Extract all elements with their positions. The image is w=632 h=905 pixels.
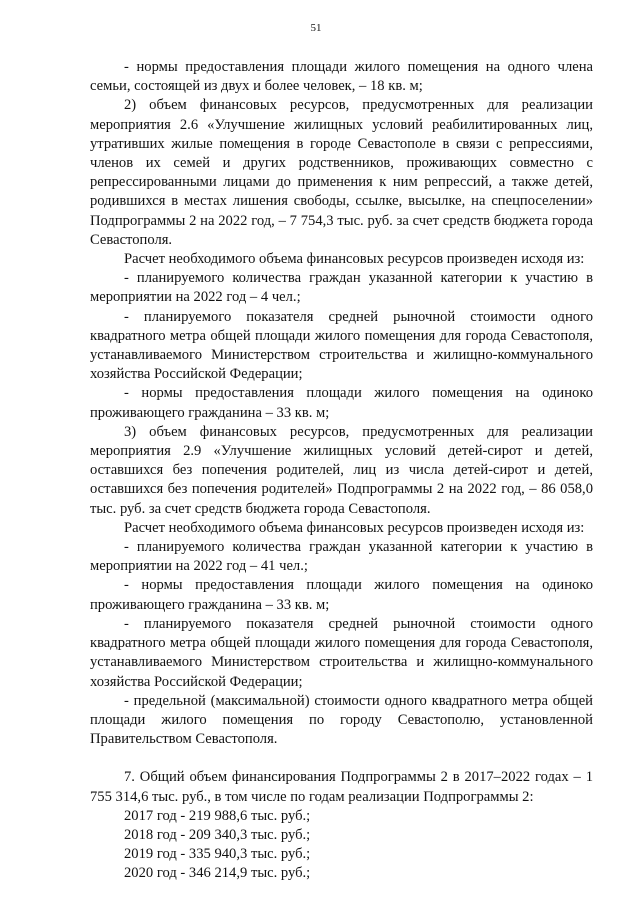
paragraph: - планируемого показателя средней рыночной стоимости одного квадратного метра общей площади жилого помещения для города Севастополя, устанавливаемого Министерством строительства и жилищно-коммунального хозяйства Российской Федерации; [90,308,593,383]
funding-year-line: 2017 год - 219 988,6 тыс. руб.; [124,807,311,824]
paragraph: 3) объем финансовых ресурсов, предусмотренных для реализации мероприятия 2.9 «Улучшение жилищных условий детей-сирот и детей, оставшихся без попечения родителей, лиц из числа детей-сирот и детей, оставшихся без попечения родителей» Подпрограммы 2 на 2022 год, – 86 058,0 тыс. руб. за счет средств бюджета города Севастополя. [90,423,593,517]
paragraph: - планируемого показателя средней рыночной стоимости одного квадратного метра общей площади жилого помещения для города Севастополя, устанавливаемого Министерством строительства и жилищно-коммунального хозяйства Российской Федерации; [90,615,593,690]
paragraph: - предельной (максимальной) стоимости одного квадратного метра общей площади жилого помещения по городу Севастополю, установленной Правительством Севастополя. [90,692,593,748]
paragraph: 2) объем финансовых ресурсов, предусмотренных для реализации мероприятия 2.6 «Улучшение жилищных условий реабилитированных лиц, утративших жилые помещения в городе Севастополе в связи с репрессиями, членов их семей и других родственников, проживающих совместно с репрессированными лицами до применения к ним репрессий, а также детей, родившихся в местах лишения свободы, ссылке, высылке, на спецпоселении» Подпрограммы 2 на 2022 год, – 7 754,3 тыс. руб. за счет средств бюджета города Севастополя. [90,97,593,248]
paragraph: - нормы предоставления площади жилого помещения на одиноко проживающего гражданина – 33 кв. м; [90,385,593,421]
paragraph: Расчет необходимого объема финансовых ресурсов произведен исходя из: [124,519,585,536]
paragraph: - нормы предоставления площади жилого помещения на одного члена семьи, состоящей из двух и более человек, – 18 кв. м; [90,59,593,95]
paragraph: - планируемого количества граждан указанной категории к участию в мероприятии на 2022 год – 4 чел.; [90,270,593,306]
document-body [90,58,593,884]
paragraph: - планируемого количества граждан указанной категории к участию в мероприятии на 2022 год – 41 чел.; [90,539,593,575]
paragraph-spacer [90,749,593,768]
funding-year-line: 2018 год - 209 340,3 тыс. руб.; [124,826,311,843]
funding-year-line: 2019 год - 335 940,3 тыс. руб.; [124,846,311,863]
paragraph: Расчет необходимого объема финансовых ресурсов произведен исходя из: [124,251,585,268]
funding-year-line: 2020 год - 346 214,9 тыс. руб.; [124,865,311,882]
paragraph: - нормы предоставления площади жилого помещения на одиноко проживающего гражданина – 33 кв. м; [90,577,593,613]
section-7-paragraph: 7. Общий объем финансирования Подпрограммы 2 в 2017–2022 годах – 1 755 314,6 тыс. руб., в том числе по годам реализации Подпрограммы 2: [90,769,593,805]
page-number: 51 [310,22,322,34]
